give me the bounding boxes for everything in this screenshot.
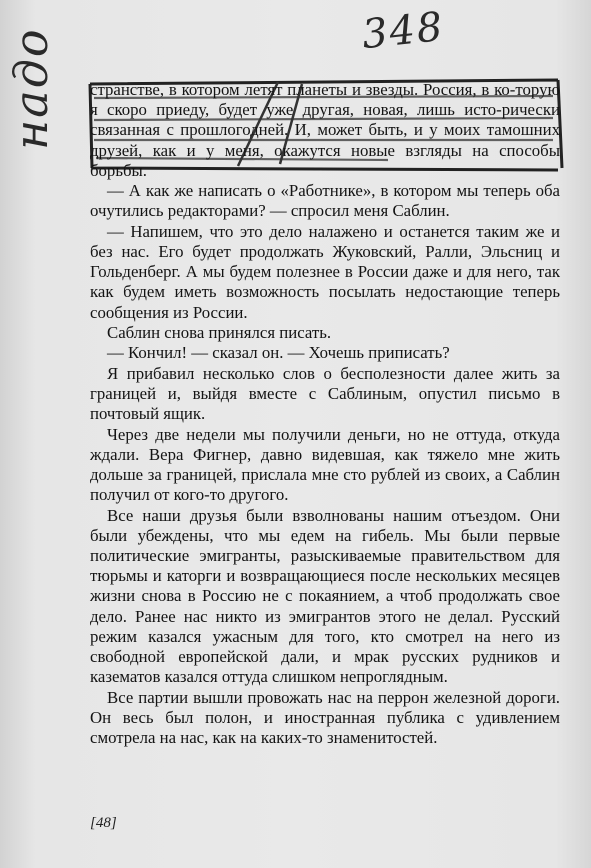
- paragraph: странстве, в котором летят планеты и звезды. Россия, в ко-торую я скоро приеду, будет уже другая, новая, лишь исто-рически связанная с прошлогодней. И, может быть, и у моих тамошних друзей, как и у меня, окажутся новые взгляды на способы борьбы.: [90, 80, 560, 180]
- paragraph: Саблин снова принялся писать.: [107, 323, 332, 342]
- paragraph: — Кончил! — сказал он. — Хочешь приписать?: [107, 343, 450, 363]
- paragraph: Я прибавил несколько слов о бесполезности далее жить за границей и, выйдя вместе с Саблиным, опустил письмо в почтовый ящик.: [90, 363, 560, 424]
- paragraph: Все наши друзья были взволнованы нашим отъездом. Они были убеждены, что мы едем на гибель. Мы были первые политические эмигранты, разыскиваемые правительством для тюрьмы и каторги и возвращающиеся после нескольких месяцев жизни снова в Россию не с покаянием, а чтоб продолжать свое дело. Ранее нас никто из эмигрантов этого не делал. Русский режим казался ужасным для того, кто смотрел на него из свободной европейской дали, и мрак русских рудников и казематов казался оттуда слишком непроглядным.: [90, 505, 560, 687]
- paragraph: — А как же написать о «Работнике», в котором мы теперь оба очутились редакторами? — спросил меня Саблин.: [90, 181, 560, 221]
- paragraph: Через две недели мы получили деньги, но не оттуда, откуда ждали. Вера Фигнер, давно видевшая, как тяжело мне жить дольше за границей, прислала мне сто рублей из своих, а Саблин получил от кого-то другого.: [90, 424, 560, 505]
- handwritten-margin-note: надо: [4, 27, 58, 150]
- paragraph: — Напишем, что это дело налажено и останется таким же и без нас. Его будет продолжать Жуковский, Ралли, Эльсниц и Гольденберг. А мы будем полезнее в России даже и для него, так как будем иметь возможность посылать недостающие теперь сообщения из России.: [90, 221, 560, 322]
- page-number: [48]: [90, 815, 117, 831]
- handwritten-page-number: 348: [359, 3, 447, 59]
- paragraph: Все партии вышли провожать нас на перрон железной дороги. Он весь был полон, и иностранная публика с удивлением смотрела на нас, как на каких-то знаменитостей.: [90, 687, 560, 747]
- page-body-text: [90, 80, 560, 748]
